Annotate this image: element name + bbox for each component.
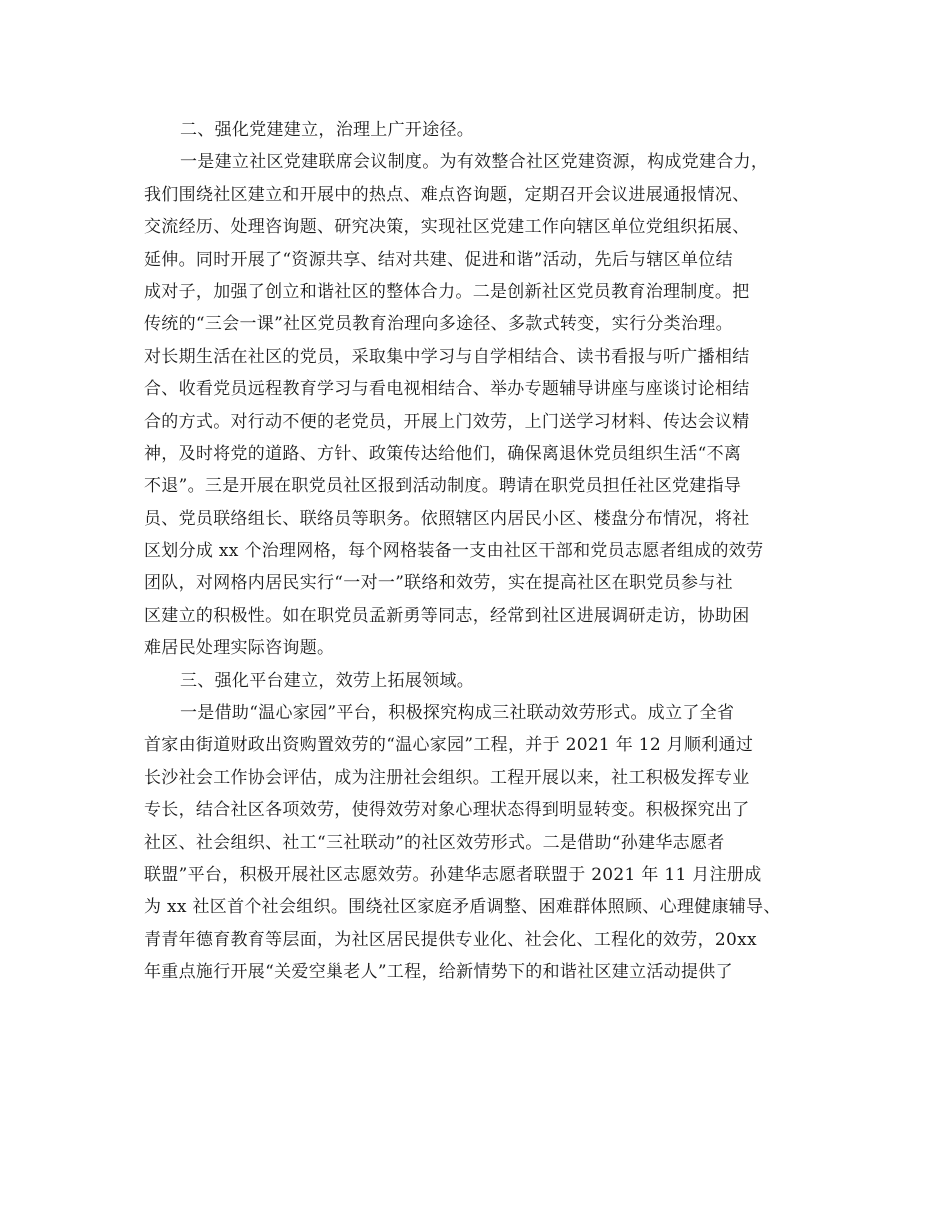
text-line: 合的方式。对行动不便的老党员，开展上门效劳，上门送学习材料、传达会议精 — [144, 411, 750, 432]
text-line: 联盟”平台，积极开展社区志愿效劳。孙建华志愿者联盟于 2021 年 11 月注册成 — [144, 864, 762, 885]
text-line: 不退”。三是开展在职党员社区报到活动制度。聘请在职党员担任社区党建指导 — [144, 476, 742, 497]
text-line: 专长，结合社区各项效劳，使得效劳对象心理状态得到明显转变。积极探究出了 — [144, 800, 750, 821]
text-line: 首家由街道财政出资购置效劳的“温心家园”工程，并于 2021 年 12 月顺利通过 — [144, 735, 754, 756]
text-line: 二、强化党建建立，治理上广开途径。 — [180, 120, 475, 140]
text-line: 社区、社会组织、社工“三社联动”的社区效劳形式。二是借助“孙建华志愿者 — [144, 832, 725, 853]
text-line: 传统的“三会一课”社区党员教育治理向多途径、多款式转变，实行分类治理。 — [144, 314, 733, 335]
text-line: 难居民处理实际咨询题。 — [144, 638, 335, 659]
text-line: 一是借助“温心家园”平台，积极探究构成三社联动效劳形式。成立了全省 — [180, 703, 735, 724]
text-line: 我们围绕社区建立和开展中的热点、难点咨询题，定期召开会议进展通报情况、 — [144, 184, 750, 205]
text-line: 三、强化平台建立，效劳上拓展领域。 — [180, 670, 475, 691]
text-line: 合、收看党员远程教育学习与看电视相结合、举办专题辅导讲座与座谈讨论相结 — [144, 379, 750, 400]
text-line: 一是建立社区党建联席会议制度。为有效整合社区党建资源，构成党建合力， — [180, 152, 769, 173]
text-line: 延伸。同时开展了“资源共享、结对共建、促进和谐”活动，先后与辖区单位结 — [144, 249, 733, 270]
text-line: 员、党员联络组长、联络员等职务。依照辖区内居民小区、楼盘分布情况，将社 — [144, 508, 750, 529]
text-line: 交流经历、处理咨询题、研究决策，实现社区党建工作向辖区单位党组织拓展、 — [144, 217, 750, 238]
text-line: 区建立的积极性。如在职党员孟新勇等同志，经常到社区进展调研走访，协助困 — [144, 605, 750, 626]
document-body — [144, 114, 824, 989]
text-line: 神，及时将党的道路、方针、政策传达给他们，确保离退休党员组织生活“不离 — [144, 443, 742, 464]
text-line: 青青年德育教育等层面，为社区居民提供专业化、社会化、工程化的效劳，20xx — [144, 929, 757, 950]
text-line: 长沙社会工作协会评估，成为注册社会组织。工程开展以来，社工积极发挥专业 — [144, 767, 750, 788]
text-line: 成对子，加强了创立和谐社区的整体合力。二是创新社区党员教育治理制度。把 — [144, 281, 750, 302]
text-line: 年重点施行开展“关爱空巢老人”工程，给新情势下的和谐社区建立活动提供了 — [144, 962, 733, 983]
text-line: 对长期生活在社区的党员，采取集中学习与自学相结合、读书看报与听广播相结 — [144, 346, 750, 367]
text-line: 为 xx 社区首个社会组织。围绕社区家庭矛盾调整、困难群体照顾、心理健康辅导、 — [144, 897, 781, 918]
text-line: 团队，对网格内居民实行“一对一”联络和效劳，实在提高社区在职党员参与社 — [144, 573, 733, 594]
text-line: 区划分成 xx 个治理网格，每个网格装备一支由社区干部和党员志愿者组成的效劳 — [144, 541, 764, 562]
